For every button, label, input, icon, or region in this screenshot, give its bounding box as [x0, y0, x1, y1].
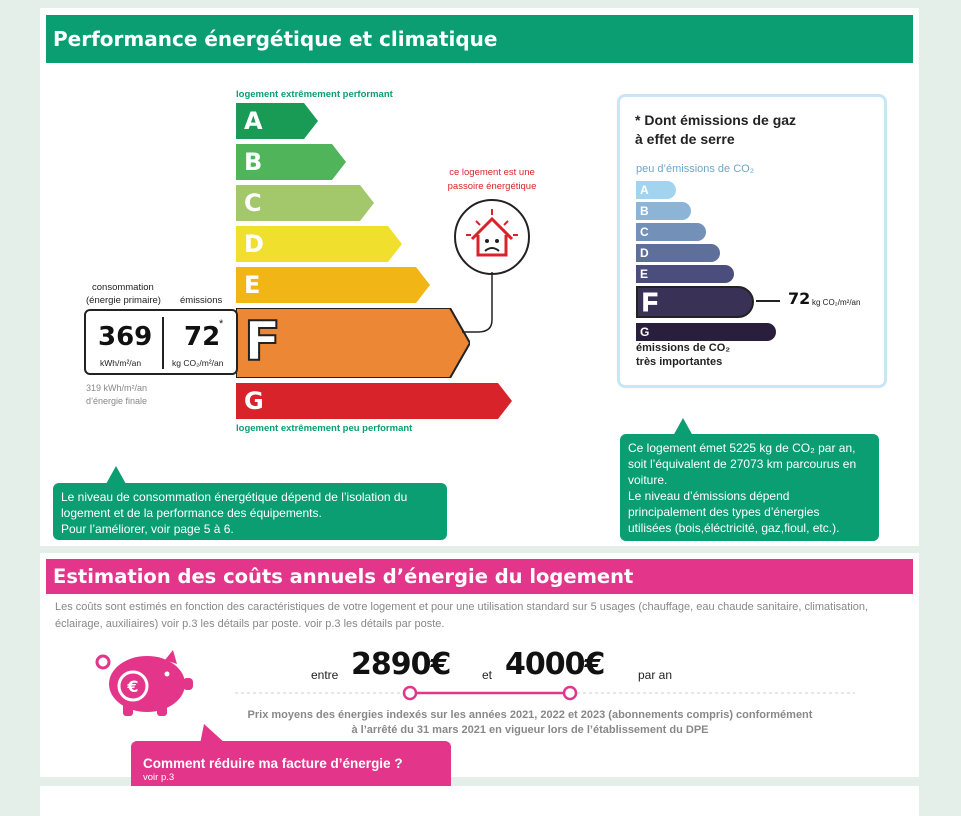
emissions-value: 72 [184, 322, 221, 352]
final-energy-label: d’énergie finale [86, 396, 148, 406]
consumption-label: consommation [92, 282, 154, 293]
ges-unit: kg CO₂/m²/an [812, 298, 861, 307]
bubble-left-line-2: logement et de la performance des équipements. [61, 506, 322, 520]
consumption-unit: kWh/m²/an [100, 358, 142, 368]
prices-note-line-1: Prix moyens des énergies indexés sur les années 2021, 2022 et 2023 (abonnements compris) conformément [247, 709, 813, 721]
connector-line [460, 270, 510, 350]
ges-class-e [636, 265, 734, 283]
bubble-right-line-2: soit l’équivalent de 27073 km parcourus en [628, 457, 857, 471]
range-slider [235, 685, 855, 701]
bubble-left-line-3: Pour l’améliorer, voir page 5 à 6. [61, 522, 234, 536]
passoire-line-1: ce logement est une [449, 167, 535, 178]
prices-note-line-2: à l’arrêté du 31 mars 2021 en vigueur lors de l’établissement du DPE [351, 724, 709, 736]
ges-bottom-line-2: très importantes [636, 356, 723, 368]
top-scale-label: logement extrêmement performant [236, 89, 393, 100]
ges-class-a [636, 181, 676, 199]
ges-class-f [636, 286, 754, 318]
ges-pointer [756, 300, 780, 302]
prices-note [230, 708, 830, 738]
range-low-value: 2890€ [351, 647, 451, 682]
bubble-right-line-4: Le niveau d’émissions dépend [628, 489, 790, 503]
ges-bottom-line-1: émissions de CO₂ [636, 342, 731, 354]
emissions-info-bubble [620, 434, 879, 541]
ges-class-c [636, 223, 706, 241]
dpe-class-c [236, 185, 374, 221]
bubble-right-line-1: Ce logement émet 5225 kg de CO₂ par an, [628, 441, 856, 455]
bubble-right-line-3: voiture. [628, 473, 668, 487]
dpe-letter: F [244, 310, 281, 373]
dpe-class-g [236, 383, 512, 419]
bubble-right-line-6: utilisées (bois,éléctricité, gaz,fioul, etc.). [628, 521, 840, 535]
bubble-left-line-1: Le niveau de consommation énergétique dépend de l’isolation du [61, 490, 408, 504]
costs-section-title: Estimation des coûts annuels d’énergie du logement [46, 559, 913, 594]
dpe-class-a [236, 103, 318, 139]
dpe-letter: E [244, 271, 261, 299]
ges-letter: C [640, 225, 649, 239]
ges-box [617, 94, 887, 388]
ges-value: 72 [788, 289, 811, 308]
dpe-letter: D [244, 230, 264, 258]
cta-label: Comment réduire ma facture d’énergie ? [143, 756, 403, 771]
ges-subtitle: peu d’émissions de CO₂ [636, 163, 754, 175]
ges-letter: E [640, 267, 649, 281]
ges-title [635, 111, 796, 149]
dpe-class-f [236, 308, 470, 378]
emissions-star: * [219, 318, 224, 330]
ges-class-g [636, 323, 776, 341]
next-card [40, 786, 919, 816]
range-between: entre [311, 668, 339, 682]
dpe-class-b [236, 144, 346, 180]
range-high-value: 4000€ [505, 647, 605, 682]
costs-intro: Les coûts sont estimés en fonction des caractéristiques de votre logement et pour une utilisation standard sur 5 usages (chauffage, eau chaude sanitaire, climatisation, éclairage, auxiliaires) voir p.3 les détails par poste. voir p.3 les détails par poste. [55, 601, 869, 630]
ges-title-line-2: à effet de serre [635, 131, 735, 147]
final-energy-value: 319 kWh/m²/an [86, 383, 148, 393]
cta-sub: voir p.3 [143, 772, 175, 783]
ges-letter: D [640, 246, 649, 260]
dpe-letter: C [244, 189, 262, 217]
dpe-letter: G [244, 387, 264, 415]
consumption-value: 369 [98, 322, 153, 352]
ges-title-line-1: * Dont émissions de gaz [635, 112, 797, 128]
ges-bottom-label [636, 341, 730, 369]
bubble-right-line-5: principalement des types d’énergies [628, 505, 820, 519]
ges-class-d [636, 244, 720, 262]
bubble-left-tail [106, 466, 126, 484]
primary-energy-label: (énergie primaire) [86, 295, 161, 306]
emissions-label: émissions [180, 295, 223, 306]
ges-letter: G [640, 325, 650, 339]
ges-letter: B [640, 204, 649, 218]
dpe-letter: A [244, 107, 263, 135]
consumption-info-bubble [53, 483, 447, 540]
dpe-letter: B [244, 148, 263, 176]
range-and: et [482, 668, 493, 682]
range-per-year: par an [638, 668, 673, 682]
svg-text:€: € [127, 677, 139, 696]
dpe-class-e [236, 267, 430, 303]
piggy-bank-icon [95, 648, 195, 718]
sad-house-icon [454, 199, 530, 275]
ges-letter: A [640, 183, 649, 197]
dpe-class-d [236, 226, 402, 262]
bottom-scale-label: logement extrêmement peu performant [236, 423, 413, 434]
section-title: Performance énergétique et climatique [46, 15, 913, 63]
ges-class-b [636, 202, 691, 220]
passoire-line-2: passoire énergétique [447, 181, 537, 192]
ges-letter: F [642, 287, 658, 317]
emissions-unit: kg CO₂/m²/an [172, 358, 224, 368]
